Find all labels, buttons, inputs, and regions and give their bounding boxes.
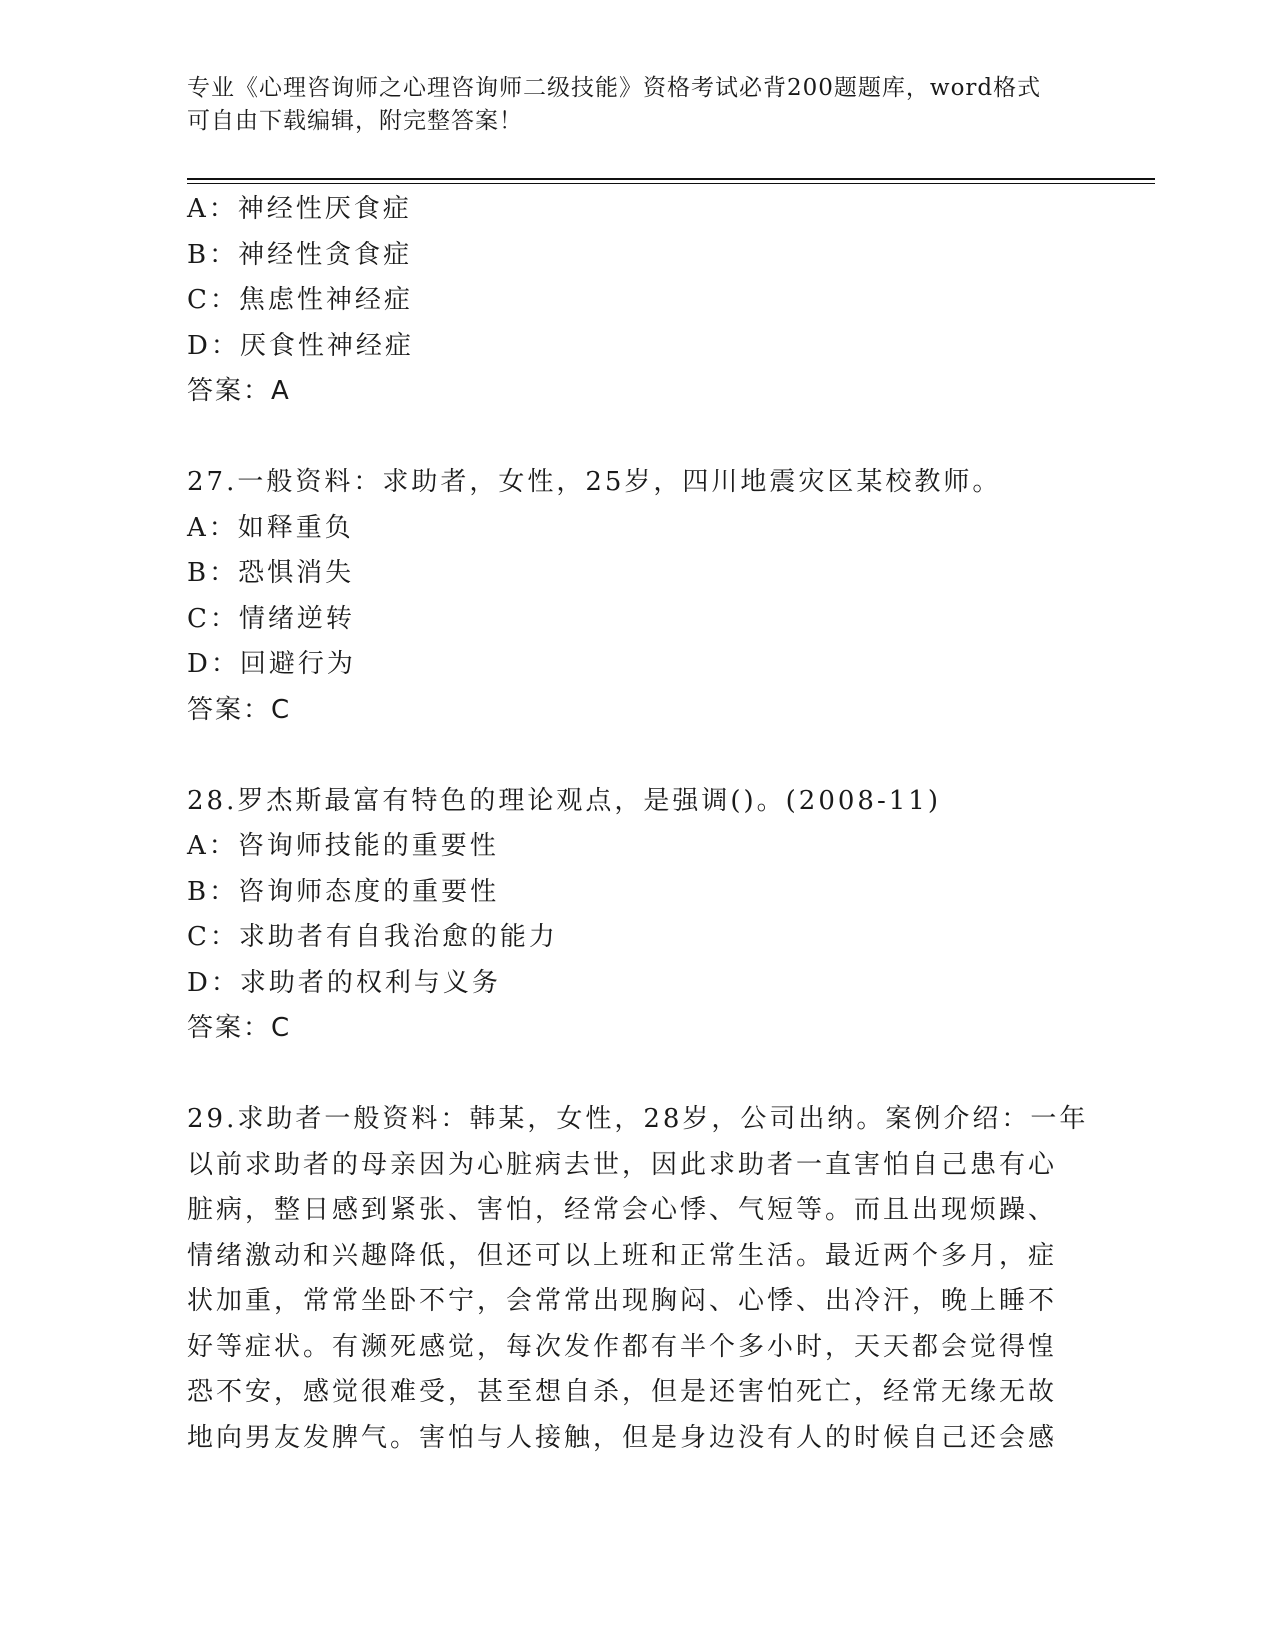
option-a: A：咨询师技能的重要性: [187, 831, 499, 861]
header-line-2: 可自由下载编辑，附完整答案！: [187, 108, 523, 134]
question-29-line-3: 脏病，整日感到紧张、害怕，经常会心悸、气短等。而且出现烦躁、: [187, 1195, 1058, 1225]
header-rule-thin: [187, 183, 1155, 184]
question-29-line-5: 状加重，常常坐卧不宁，会常常出现胸闷、心悸、出冷汗，晚上睡不: [187, 1286, 1058, 1316]
option-c: C：求助者有自我治愈的能力: [187, 922, 558, 952]
question-29-line-6: 好等症状。有濒死感觉，每次发作都有半个多小时，天天都会觉得惶: [187, 1331, 1058, 1362]
option-a: A：神经性厌食症: [187, 194, 412, 224]
option-c: C：情绪逆转: [187, 603, 355, 634]
question-29-line-7: 恐不安，感觉很难受，甚至想自杀，但是还害怕死亡，经常无缘无故: [187, 1377, 1058, 1407]
option-b: B：咨询师态度的重要性: [187, 876, 500, 907]
option-a: A：如释重负: [187, 512, 354, 543]
option-b: B：神经性贪食症: [187, 239, 413, 270]
question-text: 28.罗杰斯最富有特色的理论观点，是强调()。(2008-11): [187, 785, 941, 816]
document-header: [187, 72, 1067, 138]
header-line-1: 专业《心理咨询师之心理咨询师二级技能》资格考试必背200题题库，word格式: [187, 75, 1042, 101]
answer: 答案：C: [187, 1013, 292, 1043]
option-c: C：焦虑性神经症: [187, 285, 413, 315]
option-b: B：恐惧消失: [187, 558, 355, 588]
question-text: 27.一般资料：求助者，女性，25岁，四川地震灾区某校教师。: [187, 467, 1002, 497]
question-29-line-2: 以前求助者的母亲因为心脏病去世，因此求助者一直害怕自己患有心: [187, 1149, 1058, 1180]
option-d: D：回避行为: [187, 649, 356, 679]
document-body: [187, 187, 1087, 1461]
question-29: [187, 1097, 1089, 1461]
question-29-line-1: 29.求助者一般资料：韩某，女性，28岁，公司出纳。案例介绍：一年: [187, 1104, 1089, 1134]
question-29-line-8: 地向男友发脾气。害怕与人接触，但是身边没有人的时候自己还会感: [187, 1422, 1058, 1453]
question-27: [187, 460, 1087, 733]
option-d: D：厌食性神经症: [187, 330, 414, 361]
option-d: D：求助者的权利与义务: [187, 967, 501, 998]
header-rule-thick: [187, 178, 1155, 180]
answer: 答案：C: [187, 694, 292, 725]
question-29-line-4: 情绪激动和兴趣降低，但还可以上班和正常生活。最近两个多月，症: [187, 1240, 1058, 1271]
question-26: [187, 187, 1087, 415]
answer: 答案：A: [187, 376, 291, 406]
question-28: [187, 779, 1087, 1052]
